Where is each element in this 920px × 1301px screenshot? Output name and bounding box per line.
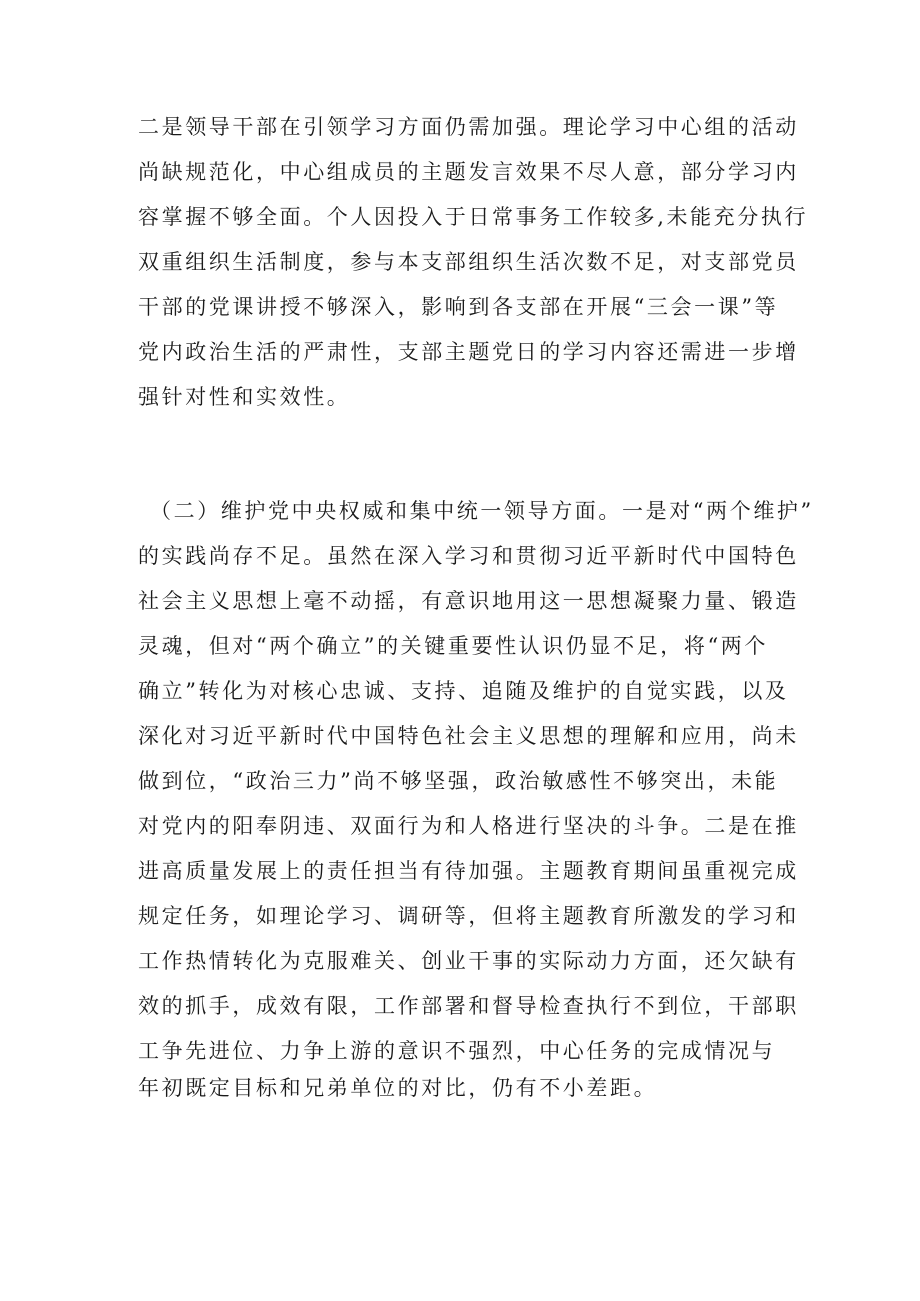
text-line: 的实践尚存不足。虽然在深入学习和贯彻习近平新时代中国特色 [138,544,799,568]
text-line: 社会主义思想上毫不动摇，有意识地用这一思想凝聚力量、锻造 [138,589,799,613]
text-line: 二是领导干部在引领学习方面仍需加强。理论学习中心组的活动 [138,115,799,139]
text-line: 深化对习近平新时代中国特色社会主义思想的理解和应用，尚未 [138,724,799,748]
text-line: 党内政治生活的严肃性，支部主题党日的学习内容还需进一步增 [138,340,799,364]
text-line: 干部的党课讲授不够深入，影响到各支部在开展“三会一课”等 [138,295,779,319]
text-line: 规定任务，如理论学习、调研等，但将主题教育所激发的学习和 [138,904,799,928]
text-line: 效的抓手，成效有限，工作部署和督导检查执行不到位，干部职 [138,994,799,1018]
text-line: 尚缺规范化，中心组成员的主题发言效果不尽人意，部分学习内 [138,160,799,184]
text-line: 强针对性和实效性。 [138,385,351,409]
text-line: 容掌握不够全面。个人因投入于日常事务工作较多,未能充分执行 [138,205,809,229]
text-line: 双重组织生活制度，参与本支部组织生活次数不足，对支部党员 [138,250,799,274]
text-line: 工争先进位、力争上游的意识不强烈，中心任务的完成情况与 [138,1039,776,1063]
text-line: 进高质量发展上的责任担当有待加强。主题教育期间虽重视完成 [138,859,799,883]
section-heading-line: （二）维护党中央权威和集中统一领导方面。一是对“两个维护” [150,499,814,523]
text-line: 年初既定目标和兄弟单位的对比，仍有不小差距。 [138,1076,658,1100]
text-line: 确立”转化为对核心忠诚、支持、追随及维护的自觉实践，以及 [138,679,789,703]
text-line: 灵魂，但对“两个确立”的关键重要性认识仍显不足，将“两个 [138,634,769,658]
text-line: 做到位，“政治三力”尚不够坚强，政治敏感性不够突出，未能 [138,769,779,793]
text-line: 工作热情转化为克服难关、创业干事的实际动力方面，还欠缺有 [138,949,799,973]
text-line: 对党内的阳奉阴违、双面行为和人格进行坚决的斗争。二是在推 [138,814,799,838]
